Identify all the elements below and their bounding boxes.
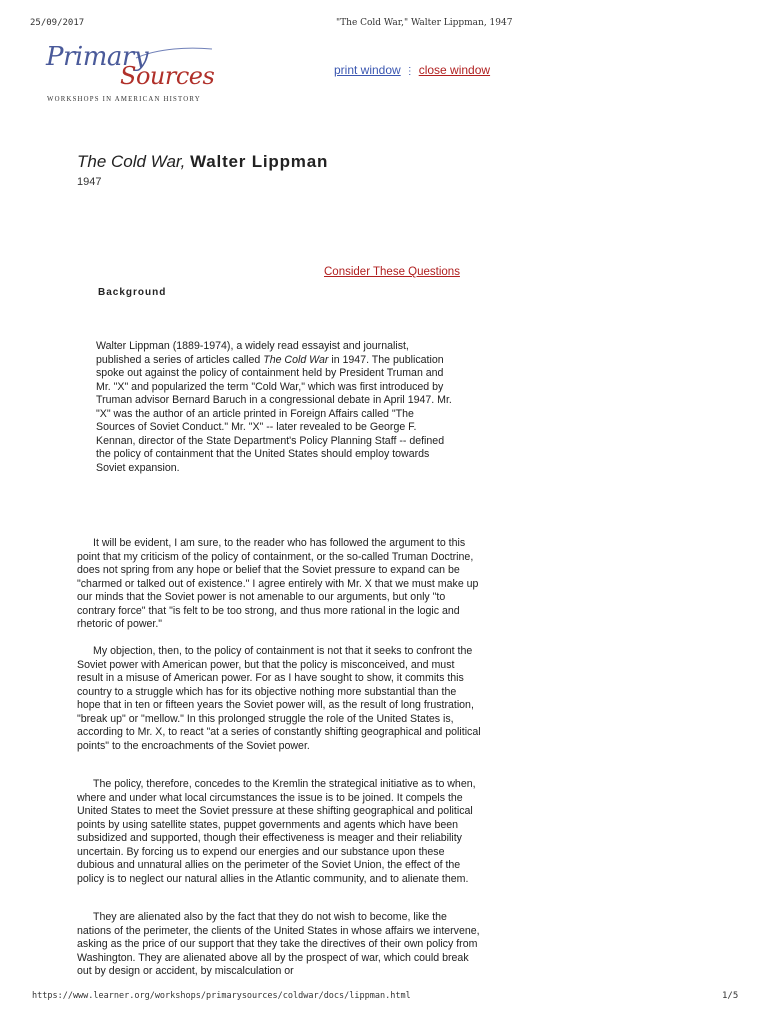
logo-sources-text: Sources — [120, 62, 215, 90]
body-paragraph: My objection, then, to the policy of containment is not that it seeks to confront the Soviet power with American power, but that the policy is misconceived, and must result in a misuse of American power. For as I have sought to show, it commits this country to a struggle which has for its objective nothing more substantial than the hope that in ten or fifteen years the Soviet power will, as the result of long frustration, "break up" or "mellow." In this prolonged struggle the role of the United States is, according to Mr. X, to react "at a series of constantly shifting geographical and political points" to the encroachments of the Soviet power. — [77, 645, 481, 752]
body-paragraph: It will be evident, I am sure, to the reader who has followed the argument to this point that my criticism of the policy of containment, or the so-called Truman Doctrine, does not spring from any hope or belief that the Soviet pressure to expand can be "charmed or talked out of existence." I agree entirely with Mr. X that we must make up our minds that the Soviet power is not amenable to our arguments, but only "to contrary force" that "is felt to be too strong, and thus more rational in the logic and rhetoric of power." — [77, 537, 479, 630]
logo-primary-text: Primary — [46, 42, 149, 72]
link-separator: ⋮ — [404, 66, 415, 77]
document-title-italic: The Cold War, — [77, 152, 186, 171]
document-title — [77, 152, 328, 172]
primary-sources-logo[interactable] — [44, 40, 214, 106]
document-year: 1947 — [77, 176, 102, 188]
print-window-link[interactable]: print window — [334, 63, 401, 77]
footer-page-number: 1/5 — [722, 991, 739, 1001]
background-text-end: in 1947. The publication spoke out against the policy of containment held by President Truman and Mr. "X" and popularized the term "Cold War," which was first introduced by Truman advisor Bernard Baruch in a congressional debate in April 1947. Mr. "X" was the author of an article printed in Foreign Affairs called "The Sources of Soviet Conduct." Mr. "X" -- later revealed to be George F. Kennan, director of the State Department's Policy Planning Staff -- defined the policy of containment that the United States should employ towards Soviet expansion. — [96, 353, 452, 474]
consider-questions-link[interactable]: Consider These Questions — [324, 266, 460, 278]
background-text-start: Walter Lippman (1889-1974), a widely read essayist and journalist, published a series of articles called — [96, 340, 409, 366]
window-links — [334, 63, 490, 77]
background-text-italic: The Cold War — [263, 353, 329, 366]
body-paragraph: They are alienated also by the fact that they do not wish to become, like the nations of the perimeter, the clients of the United States in whose affairs we intervene, asking as the price of our support that they take the directives of their own policy from Washington. They are alienated above all by the prospect of war, which could break out by design or accident, by miscalculation or — [77, 911, 480, 977]
print-page-title: "The Cold War," Walter Lippman, 1947 — [336, 18, 513, 28]
print-date: 25/09/2017 — [30, 18, 85, 28]
footer-url: https://www.learner.org/workshops/primarysources/coldwar/docs/lippman.html — [32, 991, 411, 1001]
body-paragraph: The policy, therefore, concedes to the Kremlin the strategical initiative as to when, where and under what local circumstances the issue is to be joined. It compels the United States to meet the Soviet pressure at these shifting geographical and political points by using satellite states, puppet governments and agents which have been subsidized and supported, though their effectiveness is meager and their reliability uncertain. By forcing us to expend our energies and our substance upon these dubious and unnatural allies on the perimeter of the Soviet Union, the effect of the policy is to neglect our natural allies in the Atlantic community, and to alienate them. — [77, 778, 476, 885]
background-paragraph — [96, 340, 452, 475]
close-window-link[interactable]: close window — [418, 63, 491, 77]
logo-tagline: WORKSHOPS IN AMERICAN HISTORY — [47, 96, 201, 103]
background-heading: Background — [98, 287, 167, 298]
document-author: Walter Lippman — [190, 152, 329, 171]
